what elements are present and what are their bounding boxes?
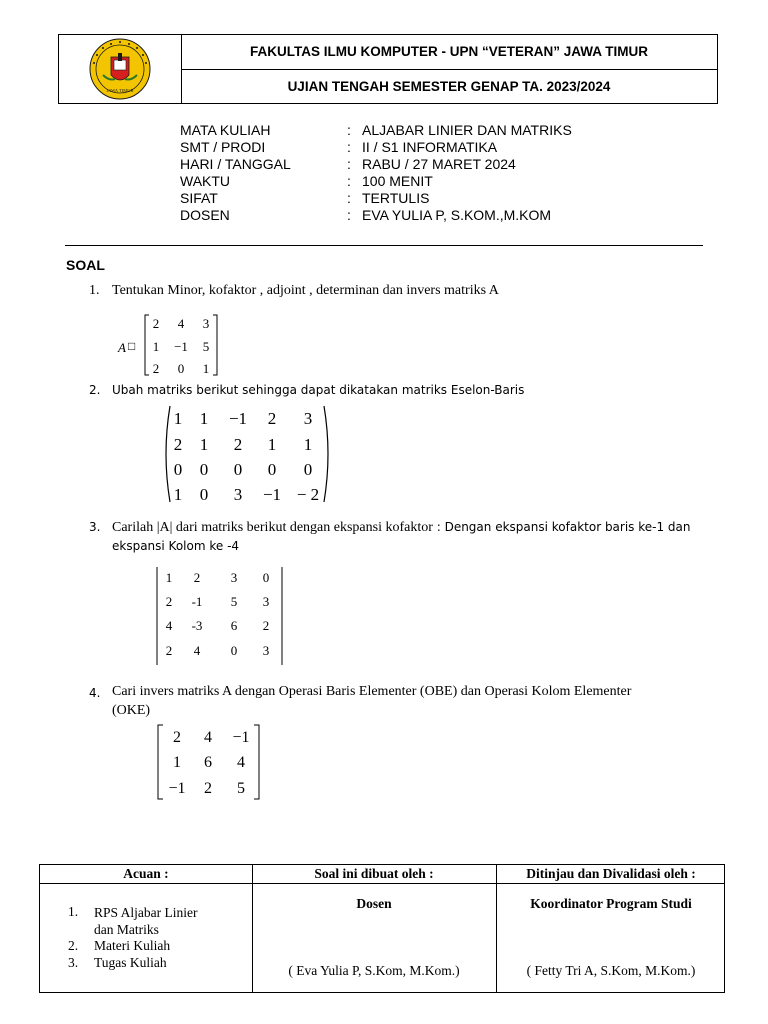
creator-role: Dosen xyxy=(356,896,392,911)
exam-title: UJIAN TENGAH SEMESTER GENAP TA. 2023/2024 xyxy=(287,79,611,94)
logo-text: JAWA TIMUR xyxy=(106,88,134,93)
question-3-determinant xyxy=(150,564,290,668)
matrix-cell: 0 xyxy=(303,460,313,479)
question-4-matrix xyxy=(150,722,265,802)
question-number: 3. xyxy=(89,520,101,534)
question-number: 1. xyxy=(89,283,100,298)
matrix-cell: 2 xyxy=(165,594,173,609)
question-3-text-main: Carilah |A| dari matriks berikut dengan ekspansi kofaktor xyxy=(112,520,433,535)
question-2-text: Ubah matriks berikut sehingga dapat dikatakan matriks Eselon-Baris xyxy=(112,383,525,397)
matrix-cell: 1 xyxy=(152,339,160,354)
creator-header: Soal ini dibuat oleh : xyxy=(314,866,434,881)
matrix-cell: 3 xyxy=(233,485,243,504)
header-divider xyxy=(181,69,717,70)
matrix-cell: 1 xyxy=(199,409,209,428)
matrix-cell: 1 xyxy=(267,435,277,454)
matrix-cell: 3 xyxy=(262,594,270,609)
matrix-cell: 0 xyxy=(230,643,238,658)
question-3-text-note: : Dengan ekspansi kofaktor baris ke-1 dan xyxy=(432,520,691,534)
info-colon: : xyxy=(347,139,351,155)
acuan-number: 1. xyxy=(68,904,79,919)
acuan-text: dan Matriks xyxy=(94,922,159,937)
matrix-cell: 2 xyxy=(173,729,181,746)
matrix-cell: 5 xyxy=(230,594,238,609)
info-value: 100 MENIT xyxy=(362,173,433,189)
question-number: 2. xyxy=(89,383,101,397)
matrix-cell: 0 xyxy=(199,485,209,504)
question-3-text-line2: ekspansi Kolom ke -4 xyxy=(112,539,240,553)
matrix-cell: 3 xyxy=(303,409,313,428)
matrix-cell: 2 xyxy=(262,618,270,633)
acuan-item-3 xyxy=(68,955,78,971)
matrix-cell: 2 xyxy=(193,570,201,585)
info-value: ALJABAR LINIER DAN MATRIKS xyxy=(362,122,572,138)
matrix-cell: −1 xyxy=(232,729,250,746)
matrix-symbol: □ xyxy=(128,339,136,353)
matrix-cell: 0 xyxy=(199,460,209,479)
info-label: SMT / PRODI xyxy=(180,139,266,155)
matrix-cell: 0 xyxy=(173,460,183,479)
acuan-header: Acuan : xyxy=(123,866,169,881)
university-logo xyxy=(59,35,181,103)
matrix-cell: 6 xyxy=(230,618,238,633)
matrix-cell: 3 xyxy=(202,316,210,331)
matrix-cell: 1 xyxy=(165,570,173,585)
matrix-cell: 2 xyxy=(165,643,173,658)
matrix-cell: 6 xyxy=(204,754,212,771)
question-2-matrix xyxy=(158,402,338,506)
matrix-cell: −1 xyxy=(228,409,248,428)
matrix-cell: 2 xyxy=(204,780,212,797)
acuan-number: 2. xyxy=(68,938,79,953)
matrix-cell: 2 xyxy=(152,316,160,331)
matrix-cell: 3 xyxy=(262,643,270,658)
validator-name: ( Fetty Tri A, S.Kom, M.Kom.) xyxy=(526,963,696,978)
section-title: SOAL xyxy=(66,257,105,273)
matrix-cell: 4 xyxy=(165,618,173,633)
matrix-cell: 1 xyxy=(173,409,183,428)
matrix-cell: 1 xyxy=(202,361,210,376)
question-1-text: Tentukan Minor, kofaktor , adjoint , determinan dan invers matriks A xyxy=(112,283,499,298)
matrix-cell: 0 xyxy=(267,460,277,479)
validator-role: Koordinator Program Studi xyxy=(530,896,692,911)
matrix-cell: -3 xyxy=(191,618,203,633)
matrix-cell: 0 xyxy=(233,460,243,479)
matrix-cell: 1 xyxy=(199,435,209,454)
horizontal-rule xyxy=(65,245,703,246)
matrix-cell: 2 xyxy=(267,409,277,428)
acuan-text: Tugas Kuliah xyxy=(94,955,167,970)
matrix-cell: −1 xyxy=(168,780,186,797)
validator-header: Ditinjau dan Divalidasi oleh : xyxy=(526,866,696,881)
question-number: 4. xyxy=(89,686,101,700)
matrix-cell: 4 xyxy=(177,316,185,331)
info-label: HARI / TANGGAL xyxy=(180,156,291,172)
matrix-cell: 2 xyxy=(233,435,243,454)
acuan-item-1 xyxy=(68,904,78,920)
acuan-item-2 xyxy=(68,938,78,954)
info-label: SIFAT xyxy=(180,190,218,206)
info-value: II / S1 INFORMATIKA xyxy=(362,139,498,155)
matrix-cell: 3 xyxy=(230,570,238,585)
matrix-cell: 5 xyxy=(202,339,210,354)
matrix-cell: 1 xyxy=(173,485,183,504)
acuan-item-1-text xyxy=(94,904,198,938)
acuan-text: RPS Aljabar Linier xyxy=(94,905,198,920)
info-colon: : xyxy=(347,173,351,189)
question-4-text-line1: Cari invers matriks A dengan Operasi Baris Elementer (OBE) dan Operasi Kolom Elementer xyxy=(112,684,632,699)
matrix-cell: 5 xyxy=(237,780,245,797)
matrix-cell: 4 xyxy=(237,754,245,771)
exam-header xyxy=(58,34,718,104)
info-colon: : xyxy=(347,207,351,223)
info-label: DOSEN xyxy=(180,207,230,223)
question-3-text xyxy=(112,518,691,536)
matrix-cell: 0 xyxy=(177,361,185,376)
faculty-title: FAKULTAS ILMU KOMPUTER - UPN “VETERAN” JAWA TIMUR xyxy=(250,44,648,59)
matrix-cell: − 2 xyxy=(296,485,320,504)
info-label: MATA KULIAH xyxy=(180,122,271,138)
matrix-cell: 1 xyxy=(303,435,313,454)
university-logo-cell xyxy=(59,35,182,103)
acuan-number: 3. xyxy=(68,955,79,970)
question-4-text-line2: (OKE) xyxy=(112,703,151,718)
matrix-cell: 4 xyxy=(193,643,201,658)
matrix-cell: 1 xyxy=(173,754,181,771)
info-value: RABU / 27 MARET 2024 xyxy=(362,156,516,172)
matrix-cell: 2 xyxy=(152,361,160,376)
matrix-cell: 2 xyxy=(173,435,183,454)
matrix-cell: −1 xyxy=(262,485,282,504)
matrix-label: A xyxy=(118,340,126,355)
matrix-cell: 4 xyxy=(204,729,212,746)
info-colon: : xyxy=(347,156,351,172)
info-colon: : xyxy=(347,190,351,206)
info-colon: : xyxy=(347,122,351,138)
info-value: EVA YULIA P, S.KOM.,M.KOM xyxy=(362,207,552,223)
matrix-cell: 0 xyxy=(262,570,270,585)
matrix-cell: -1 xyxy=(191,594,203,609)
creator-name: ( Eva Yulia P, S.Kom, M.Kom.) xyxy=(288,963,460,978)
signature-table xyxy=(39,864,725,993)
info-value: TERTULIS xyxy=(362,190,430,206)
acuan-text: Materi Kuliah xyxy=(94,938,171,953)
matrix-cell: −1 xyxy=(174,339,188,354)
question-1-matrix xyxy=(140,312,230,378)
table-header-rule xyxy=(40,883,724,884)
info-label: WAKTU xyxy=(180,173,231,189)
